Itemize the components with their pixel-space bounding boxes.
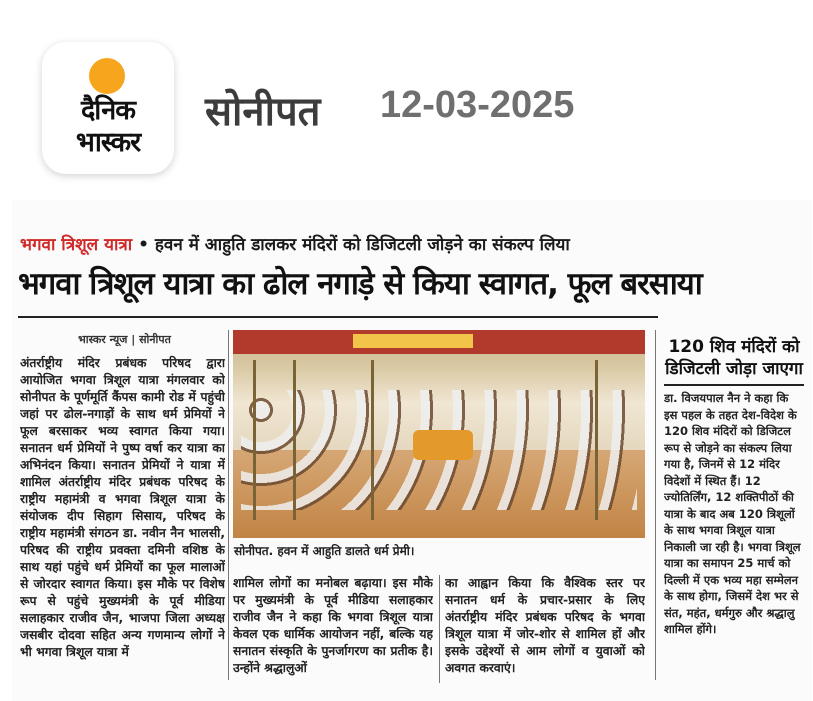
article-byline: भास्कर न्यूज | सोनीपत [78,333,171,346]
article-kicker [20,232,570,255]
trident-icon [595,360,598,520]
column-divider [439,575,440,683]
kicker-subheading: हवन में आहुति डालकर मंदिरों को डिजिटली जोड़ने का संकल्प लिया [154,235,570,255]
trident-icon [253,360,256,520]
article-column-3: का आह्वान किया कि वैश्विक स्तर पर सनातन धर्म के प्रचार-प्रसार के लिए अंतर्राष्ट्रीय मंदिर प्रबंधक परिषद के भगवा त्रिशूल यात्रा में जोर-शोर से शामिल हों और इसके उद्देश्यों से आम लोगों व युवाओं को अवगत करवाएं। [445,576,645,675]
edition-city: सोनीपत [205,89,321,135]
sidebar-divider [664,384,804,386]
photo-caption: सोनीपत. हवन में आहुति डालते धर्म प्रेमी। [234,544,415,558]
trident-icon [293,360,296,520]
column-divider [655,330,656,680]
sidebar-headline: 120 शिव मंदिरों को डिजिटली जोड़ा जाएगा [665,337,803,379]
column-divider [228,330,229,680]
photo-banner [353,334,473,348]
article-column-2: शामिल लोगों का मनोबल बढ़ाया। इस मौके पर मुख्यमंत्री के पूर्व मीडिया सलाहकार राजीव जैन ने कहा कि भगवा त्रिशूल यात्रा केवल एक धार्मिक आयोजन नहीं, बल्कि यह सनातन संस्कृति के पुनर्जागरण का प्रतीक है। उन्होंने श्रद्धालुओं [233,576,433,675]
trident-icon [371,360,374,520]
edition-date: 12-03-2025 [380,84,575,126]
kicker-separator: • [138,235,149,255]
logo-text-line1: दैनिक [80,95,136,126]
dainik-bhaskar-logo [42,42,174,174]
logo-text-line2: भास्कर [75,127,141,158]
article-photo [233,330,645,538]
kicker-tag: भगवा त्रिशूल यात्रा [20,235,133,255]
photo-havan-fire [413,430,473,460]
sidebar-body: डा. विजयपाल नैन ने कहा कि इस पहल के तहत देश-विदेश के 120 शिव मंदिरों को डिजिटल रूप से जोड़ने का संकल्प लिया गया है, जिनमें से 12 मंदिर विदेशों में स्थित हैं। 12 ज्योतिर्लिंग, 12 शक्तिपीठों की यात्रा के बाद अब 120 त्रिशूलों के साथ भगवा त्रिशूल यात्रा निकाली जा रही है। भगवा त्रिशूल यात्रा का समापन 25 मार्च को दिल्ली में एक भव्य महा सम्मेलन के साथ होगा, जिसमें देश भर से संत, महंत, धर्मगुरु और श्रद्धालु शामिल होंगे। [664,391,801,636]
headline-divider [18,316,658,318]
article-column-1: अंतर्राष्ट्रीय मंदिर प्रबंधक परिषद द्वारा आयोजित भगवा त्रिशूल यात्रा मंगलवार को सोनीपत के पूर्णमूर्ति कैंपस कामी रोड में पहुंची जहां पर ढोल-नगाड़ों के साथ धर्म प्रेमियों ने फूल बरसाकर भव्य स्वागत किया गया। सनातन धर्म प्रेमियों ने पुष्प वर्षा कर यात्रा का अभिनंदन किया। सनातन प्रेमियों ने यात्रा में शामिल अंतर्राष्ट्रीय मंदिर प्रबंधक परिषद के राष्ट्रीय महामंत्री व भगवा त्रिशूल यात्रा के संयोजक दीप सिहाग सिसाय, परिषद के राष्ट्रीय महामंत्री संगठन डा. नवीन नैन भालसी, परिषद की राष्ट्रीय प्रवक्ता दमिनी वशिष्ठ के साथ यहां पहुंचे धर्म प्रेमियों का फूल मालाओं से जोरदार स्वागत किया। इस मौके पर विशेष रूप से पहुंचे मुख्यमंत्री के पूर्व मीडिया सलाहकार राजीव जैन, भाजपा जिला अध्यक्ष जसबीर दोदवा सहित अन्य गणमान्य लोगों ने भी भगवा त्रिशूल यात्रा में [20,356,225,659]
article-headline: भगवा त्रिशूल यात्रा का ढोल नगाड़े से किया स्वागत, फूल बरसाया [18,266,702,302]
sun-icon [89,58,125,94]
